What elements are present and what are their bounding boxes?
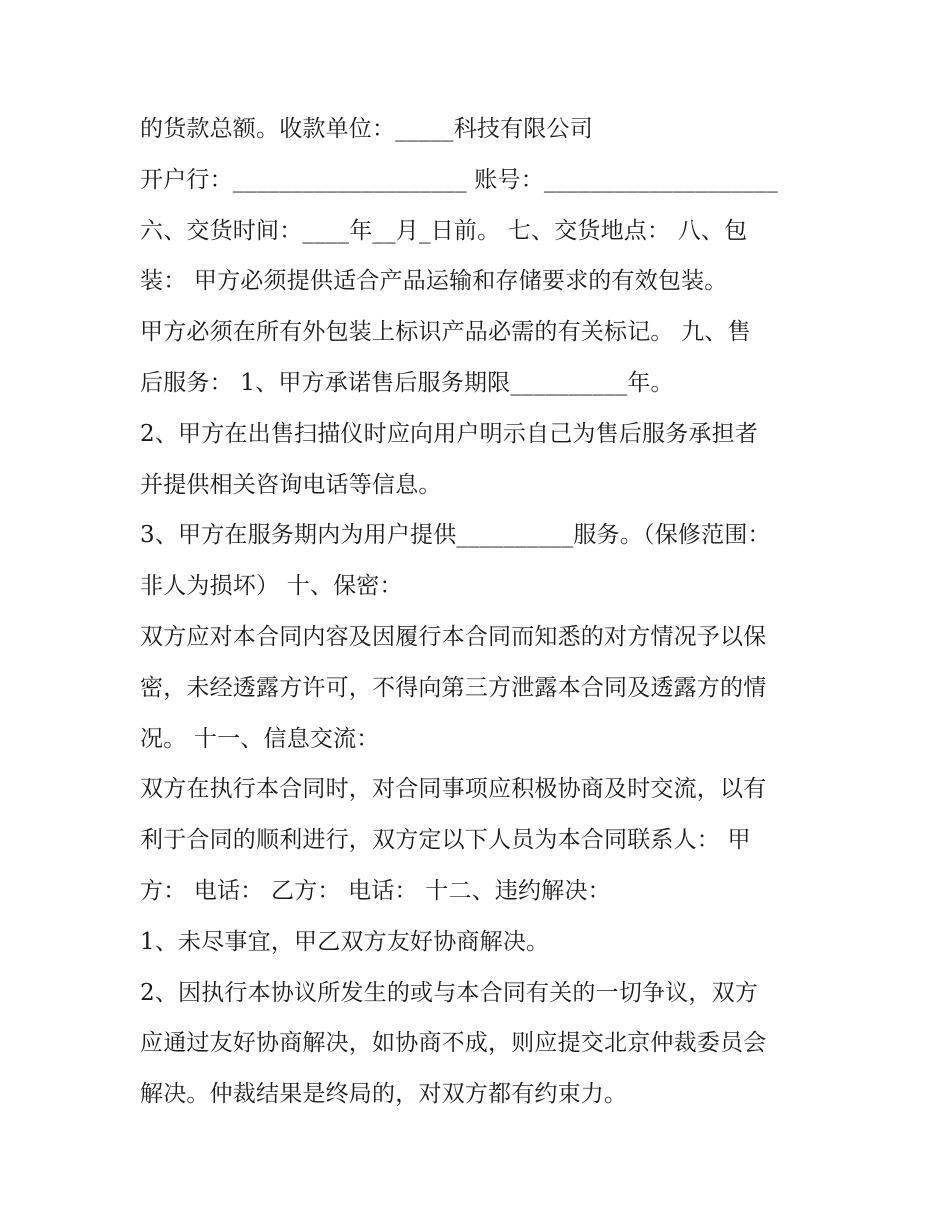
text-line: 甲方必须在所有外包装上标识产品必需的有关标记。 九、售: [140, 319, 751, 346]
text-line: 2、因执行本协议所发生的或与本合同有关的一切争议，双方: [140, 979, 759, 1006]
text-line: 解决。仲裁结果是终局的，对双方都有约束力。: [140, 1081, 628, 1108]
text-line: 应通过友好协商解决，如协商不成，则应提交北京仲裁委员会: [140, 1030, 767, 1057]
text-line: 开户行：____________________ 账号：____________________: [140, 166, 778, 193]
document-body: [140, 104, 830, 1120]
text-line: 装： 甲方必须提供适合产品运输和存储要求的有效包装。: [140, 268, 728, 295]
text-line: 方： 电话： 乙方： 电话： 十二、违约解决：: [140, 877, 611, 904]
text-line: 况。 十一、信息交流：: [140, 725, 380, 752]
text-line: 利于合同的顺利进行，双方定以下人员为本合同联系人： 甲: [140, 827, 751, 854]
text-line: 双方在执行本合同时，对合同事项应积极协商及时交流，以有: [140, 776, 767, 803]
text-line: 非人为损坏） 十、保密：: [140, 573, 403, 600]
text-line: 密，未经透露方许可，不得向第三方泄露本合同及透露方的情: [140, 674, 767, 701]
text-line: 的货款总额。收款单位：_____科技有限公司: [140, 116, 593, 142]
text-line: 后服务： 1、甲方承诺售后服务期限__________年。: [140, 369, 674, 396]
text-line: 3、甲方在服务期内为用户提供__________服务。（保修范围：: [140, 522, 771, 549]
text-line: 1、未尽事宜，甲乙双方友好协商解决。: [140, 928, 550, 955]
text-line: 2、甲方在出售扫描仪时应向用户明示自己为售后服务承担者: [140, 420, 759, 447]
text-line: 六、交货时间：____年__月_日前。 七、交货地点： 八、包: [140, 217, 748, 244]
text-line: 双方应对本合同内容及因履行本合同而知悉的对方情况予以保: [140, 623, 767, 650]
text-line: 并提供相关咨询电话等信息。: [140, 471, 442, 498]
